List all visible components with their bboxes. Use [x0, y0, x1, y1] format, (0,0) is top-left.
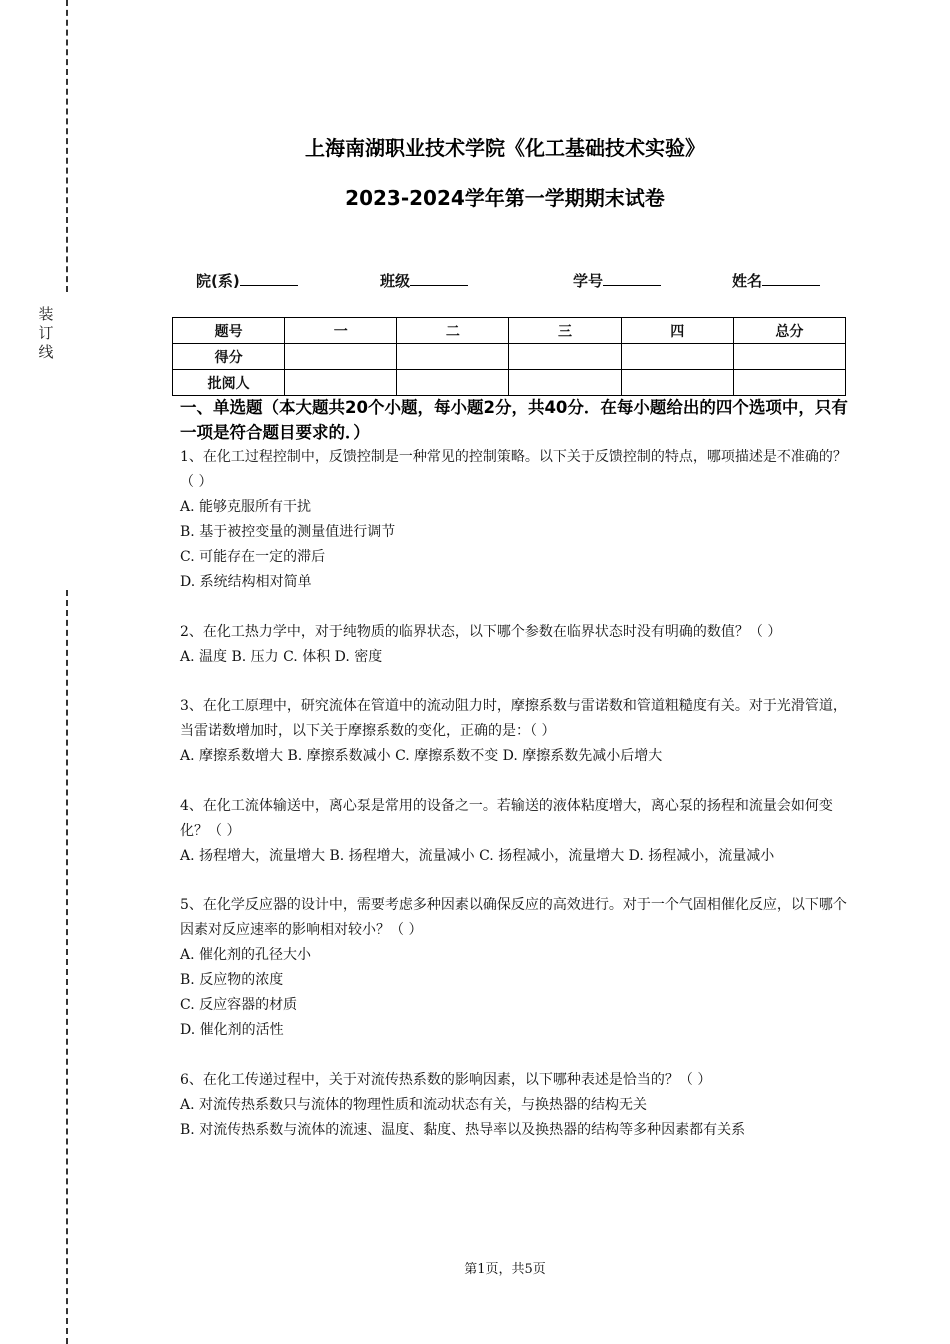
class-label: 班级	[380, 272, 411, 290]
question-option: A. 催化剂的孔径大小	[180, 947, 312, 963]
question-option: A. 扬程增大，流量增大 B. 扬程增大，流量减小 C. 扬程减小，流量增大 D. 扬程减小，流量减小	[180, 847, 775, 864]
department-blank[interactable]	[240, 270, 298, 286]
question-stem: 2、在化工热力学中，对于纯物质的临界状态，以下哪个参数在临界状态时没有明确的数值？（ ）	[180, 623, 782, 640]
department-label: 院(系)	[196, 272, 240, 290]
grader-cell[interactable]	[285, 370, 397, 396]
question-option: C. 反应容器的材质	[180, 997, 298, 1013]
score-row-label: 得分	[173, 344, 285, 370]
grader-cell[interactable]	[509, 370, 621, 396]
question-option: A. 能够克服所有干扰	[180, 499, 312, 515]
grader-cell[interactable]	[733, 370, 845, 396]
score-row	[173, 344, 846, 370]
department-field[interactable]	[196, 270, 298, 291]
grader-cell[interactable]	[621, 370, 733, 396]
score-table	[172, 317, 846, 396]
name-field[interactable]	[732, 270, 820, 291]
class-field[interactable]	[380, 270, 468, 291]
question-option: A. 摩擦系数增大 B. 摩擦系数减小 C. 摩擦系数不变 D. 摩擦系数先减小后增大	[180, 748, 663, 764]
score-table-header: 总分	[733, 318, 845, 344]
student-id-label: 学号	[573, 272, 604, 290]
question-option: C. 可能存在一定的滞后	[180, 549, 326, 565]
section-heading: 一、单选题（本大题共20个小题，每小题2分，共40分．在每小题给出的四个选项中，只有一项是符合题目要求的．）	[180, 398, 848, 442]
question-option: D. 系统结构相对简单	[180, 574, 312, 590]
question-option: D. 催化剂的活性	[180, 1022, 284, 1038]
question-stem: 4、在化工流体输送中，离心泵是常用的设备之一。若输送的液体粘度增大，离心泵的扬程和流量会如何变化？（ ）	[180, 797, 833, 839]
question-option: B. 基于被控变量的测量值进行调节	[180, 524, 396, 540]
score-cell[interactable]	[733, 344, 845, 370]
exam-subtitle: 2023-2024学年第一学期期末试卷	[345, 186, 665, 210]
score-cell[interactable]	[397, 344, 509, 370]
question-stem: 3、在化工原理中，研究流体在管道中的流动阻力时，摩擦系数与雷诺数和管道粗糙度有关。对于光滑管道，当雷诺数增加时，以下关于摩擦系数的变化，正确的是：（ ）	[180, 698, 847, 739]
score-table-header: 二	[397, 318, 509, 344]
score-table-header: 四	[621, 318, 733, 344]
name-label: 姓名	[732, 272, 763, 290]
page-number: 第1页，共5页	[464, 1262, 546, 1277]
grader-row	[173, 370, 846, 396]
class-blank[interactable]	[410, 270, 468, 286]
binding-label: 装订线	[38, 305, 54, 361]
binding-dashed-line-bottom	[66, 590, 68, 1344]
question-option: B. 对流传热系数与流体的流速、温度、黏度、热导率以及换热器的结构等多种因素都有关系	[180, 1121, 746, 1138]
score-cell[interactable]	[509, 344, 621, 370]
score-table-header-row	[173, 318, 846, 344]
score-table-header: 一	[285, 318, 397, 344]
question-stem: 1、在化工过程控制中，反馈控制是一种常见的控制策略。以下关于反馈控制的特点，哪项描述是不准确的？（ ）	[180, 449, 847, 490]
question-option: A. 对流传热系数只与流体的物理性质和流动状态有关，与换热器的结构无关	[180, 1096, 648, 1113]
score-table-header: 题号	[173, 318, 285, 344]
name-blank[interactable]	[762, 270, 820, 286]
student-id-blank[interactable]	[603, 270, 661, 286]
exam-content	[180, 395, 850, 1143]
question-stem: 6、在化工传递过程中，关于对流传热系数的影响因素，以下哪种表述是恰当的？（ ）	[180, 1071, 712, 1088]
student-id-field[interactable]	[573, 270, 661, 291]
question-stem: 5、在化学反应器的设计中，需要考虑多种因素以确保反应的高效进行。对于一个气固相催化反应，以下哪个因素对反应速率的影响相对较小？（ ）	[180, 897, 847, 938]
grader-cell[interactable]	[397, 370, 509, 396]
score-table-header: 三	[509, 318, 621, 344]
exam-title: 上海南湖职业技术学院《化工基础技术实验》	[305, 136, 705, 160]
score-cell[interactable]	[285, 344, 397, 370]
score-cell[interactable]	[621, 344, 733, 370]
grader-row-label: 批阅人	[173, 370, 285, 396]
question-option: A. 温度 B. 压力 C. 体积 D. 密度	[180, 648, 383, 665]
question-option: B. 反应物的浓度	[180, 972, 284, 988]
